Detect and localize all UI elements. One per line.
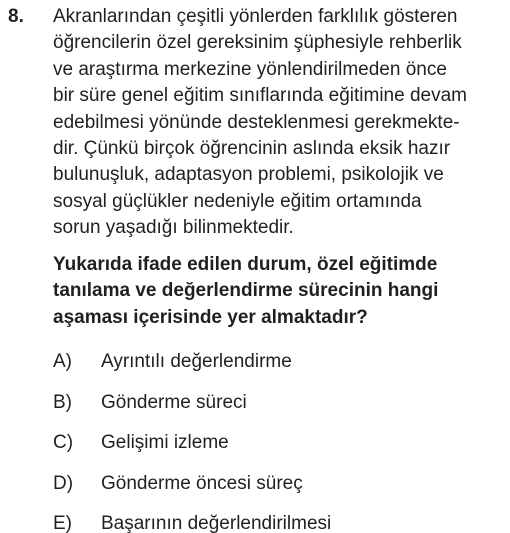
stem-line: ve araştırma merkezine yönlendirilmeden önce bbox=[53, 58, 447, 80]
option-d[interactable] bbox=[53, 464, 503, 505]
prompt-line: tanılama ve değerlendirme sürecinin hangi bbox=[53, 280, 439, 302]
answer-options bbox=[53, 342, 503, 533]
stem-line: sosyal güçlükler nedeniyle eğitim ortamında bbox=[53, 190, 422, 212]
option-letter: A) bbox=[53, 351, 72, 373]
question-stem bbox=[53, 4, 503, 242]
option-letter: B) bbox=[53, 391, 72, 413]
option-text: Gönderme öncesi süreç bbox=[101, 472, 303, 494]
stem-line: sorun yaşadığı bilinmektedir. bbox=[53, 217, 294, 239]
stem-line: dir. Çünkü birçok öğrencinin aslında eksik hazır bbox=[53, 138, 451, 160]
option-letter: D) bbox=[53, 472, 74, 494]
option-c[interactable] bbox=[53, 423, 503, 464]
stem-line: öğrencilerin özel gereksinim şüphesiyle rehberlik bbox=[53, 32, 462, 54]
option-letter: C) bbox=[53, 432, 74, 454]
option-text: Ayrıntılı değerlendirme bbox=[101, 351, 292, 373]
option-text: Gönderme süreci bbox=[101, 391, 247, 413]
option-e[interactable] bbox=[53, 504, 503, 533]
question-prompt bbox=[53, 252, 503, 331]
stem-line: bulunuşluk, adaptasyon problemi, psikolojik ve bbox=[53, 164, 444, 186]
prompt-line: aşaması içerisinde yer almaktadır? bbox=[53, 306, 368, 328]
question-number: 8. bbox=[8, 6, 24, 27]
stem-line: Akranlarından çeşitli yönlerden farklılık gösteren bbox=[53, 6, 458, 27]
option-text: Gelişimi izleme bbox=[101, 432, 229, 454]
option-a[interactable] bbox=[53, 342, 503, 383]
option-letter: E) bbox=[53, 513, 72, 533]
prompt-line: Yukarıda ifade edilen durum, özel eğitimde bbox=[53, 254, 438, 275]
option-b[interactable] bbox=[53, 383, 503, 424]
stem-line: bir süre genel eğitim sınıflarında eğitimine devam bbox=[53, 85, 467, 107]
stem-line: edebilmesi yönünde desteklenmesi gerekmekte- bbox=[53, 111, 460, 133]
option-text: Başarının değerlendirilmesi bbox=[101, 513, 332, 533]
